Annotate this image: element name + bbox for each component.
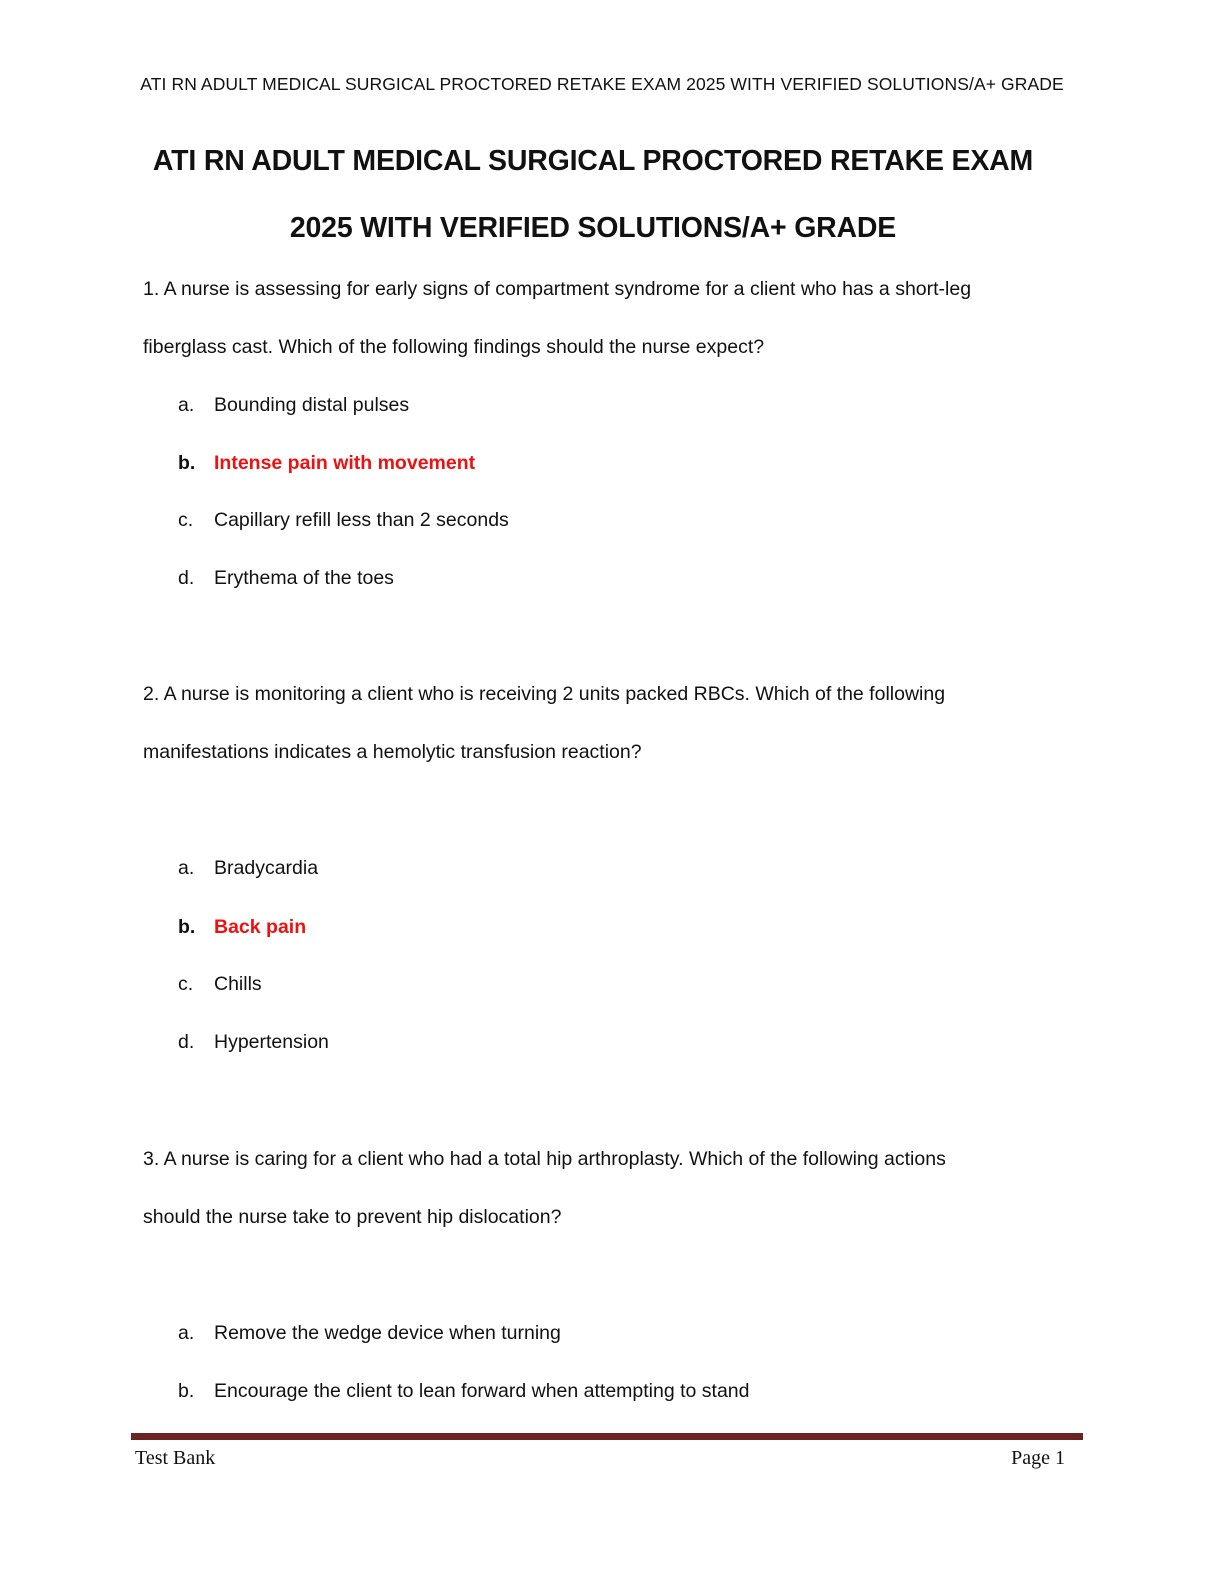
option-letter: d.	[178, 567, 195, 589]
answer-option	[178, 509, 509, 532]
option-text: Intense pain with movement	[214, 452, 476, 474]
answer-option	[178, 567, 394, 590]
answer-option	[178, 394, 409, 417]
option-letter: b.	[178, 452, 196, 474]
option-text: Chills	[214, 973, 262, 995]
option-text: Back pain	[214, 916, 307, 938]
answer-option	[178, 1380, 750, 1403]
option-text: Capillary refill less than 2 seconds	[214, 509, 509, 531]
document-title-line-1: ATI RN ADULT MEDICAL SURGICAL PROCTORED RETAKE EXAM	[152, 145, 1034, 177]
option-text: Remove the wedge device when turning	[214, 1322, 561, 1344]
answer-option-correct	[178, 452, 475, 475]
answer-option	[178, 1322, 561, 1345]
answer-option	[178, 857, 318, 880]
option-letter: d.	[178, 1031, 195, 1053]
document-title-line-2: 2025 WITH VERIFIED SOLUTIONS/A+ GRADE	[289, 212, 897, 244]
option-letter: c.	[178, 973, 194, 995]
option-letter: a.	[178, 394, 195, 416]
question-stem-line: 3. A nurse is caring for a client who had a total hip arthroplasty. Which of the following actions	[143, 1148, 946, 1170]
question-stem-line: 2. A nurse is monitoring a client who is receiving 2 units packed RBCs. Which of the following	[143, 683, 946, 705]
footer-rule	[131, 1433, 1083, 1440]
option-letter: c.	[178, 509, 194, 531]
question-stem-line: fiberglass cast. Which of the following findings should the nurse expect?	[143, 336, 765, 358]
option-letter: b.	[178, 1380, 195, 1402]
answer-option	[178, 1031, 329, 1054]
option-letter: a.	[178, 857, 195, 879]
footer-left-label: Test Bank	[135, 1447, 216, 1469]
option-text: Erythema of the toes	[214, 567, 394, 589]
question-stem-line: 1. A nurse is assessing for early signs of compartment syndrome for a client who has a short-leg	[143, 278, 972, 300]
option-text: Hypertension	[214, 1031, 329, 1053]
question-stem-line: manifestations indicates a hemolytic transfusion reaction?	[143, 741, 642, 763]
answer-option	[178, 973, 262, 996]
answer-option-correct	[178, 916, 306, 939]
running-header: ATI RN ADULT MEDICAL SURGICAL PROCTORED RETAKE EXAM 2025 WITH VERIFIED SOLUTIONS/A+ GRADE	[140, 74, 1064, 94]
option-text: Encourage the client to lean forward when attempting to stand	[214, 1380, 750, 1402]
page-number: Page 1	[1011, 1447, 1065, 1469]
option-letter: b.	[178, 916, 196, 938]
option-text: Bounding distal pulses	[214, 394, 410, 416]
option-text: Bradycardia	[214, 857, 319, 879]
question-stem-line: should the nurse take to prevent hip dislocation?	[143, 1206, 562, 1228]
option-letter: a.	[178, 1322, 195, 1344]
